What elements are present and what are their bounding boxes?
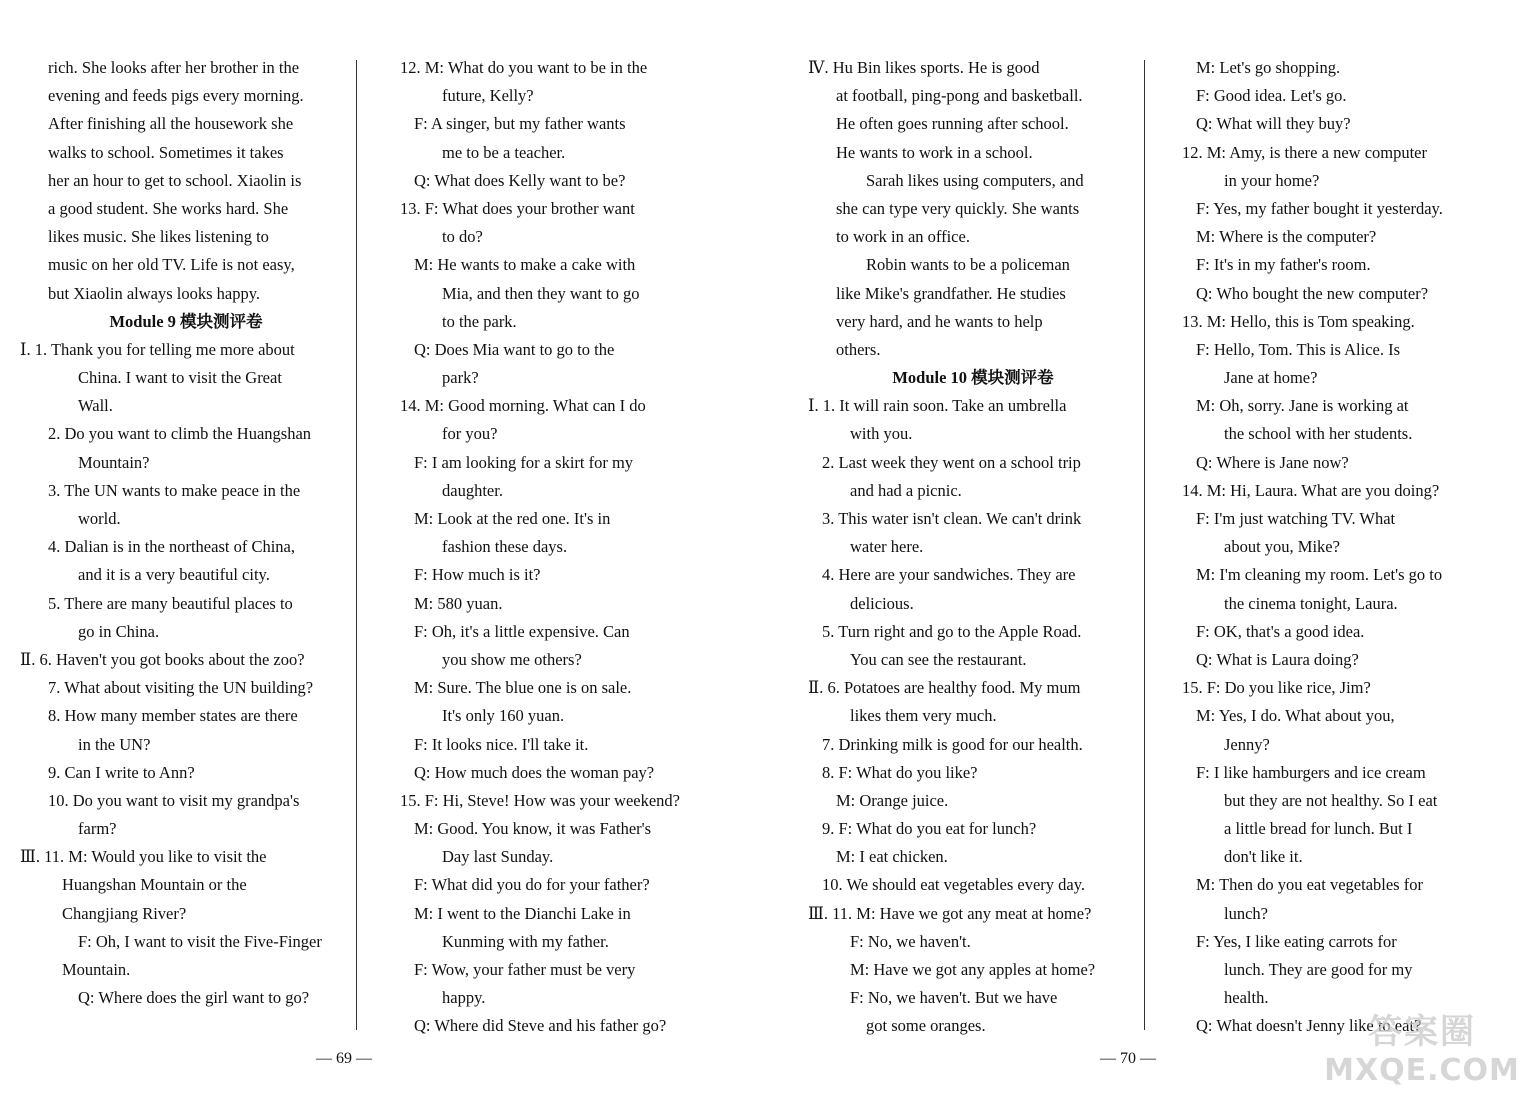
- text-line: 4. Here are your sandwiches. They are: [822, 565, 1076, 585]
- text-line: in your home?: [1224, 170, 1320, 190]
- text-line: You can see the restaurant.: [850, 649, 1027, 669]
- text-line: lunch. They are good for my: [1224, 960, 1413, 979]
- text-line: F: What did you do for your father?: [414, 875, 650, 895]
- text-line: F: A singer, but my father wants: [414, 114, 626, 134]
- text-line: F: Good idea. Let's go.: [1196, 86, 1347, 106]
- text-line: 2. Do you want to climb the Huangshan: [48, 424, 312, 444]
- text-line: 8. F: What do you like?: [822, 762, 978, 782]
- text-line: 4. Dalian is in the northeast of China,: [48, 537, 295, 557]
- text-line: happy.: [442, 988, 486, 1008]
- text-line: 15. F: Hi, Steve! How was your weekend?: [400, 790, 680, 810]
- text-line: Jane at home?: [1224, 368, 1318, 388]
- text-line: Q: Does Mia want to go to the: [414, 339, 615, 359]
- text-line: the cinema tonight, Laura.: [1224, 593, 1398, 613]
- text-line: very hard, and he wants to help: [836, 311, 1043, 331]
- text-line: 10. We should eat vegetables every day.: [822, 875, 1086, 895]
- column-divider: [356, 60, 357, 1030]
- text-line: world.: [78, 509, 121, 528]
- text-line: 12. M: Amy, is there a new computer: [1182, 142, 1428, 162]
- page69-column-left: [20, 54, 352, 1012]
- text-line: but Xiaolin always looks happy.: [48, 283, 261, 303]
- section-heading: Module 10 模块测评卷: [892, 368, 1054, 388]
- text-line: M: I went to the Dianchi Lake in: [414, 903, 631, 923]
- text-line: and had a picnic.: [850, 480, 962, 500]
- text-line: fashion these days.: [442, 537, 568, 557]
- text-line: and it is a very beautiful city.: [78, 565, 270, 585]
- text-line: 14. M: Hi, Laura. What are you doing?: [1182, 480, 1440, 500]
- text-line: He wants to work in a school.: [836, 142, 1033, 162]
- text-line: health.: [1224, 988, 1269, 1008]
- page-number-69: — 69 —: [316, 1050, 372, 1067]
- text-line: rich. She looks after her brother in the: [48, 58, 300, 77]
- text-line: F: No, we haven't.: [850, 931, 971, 951]
- text-line: F: It looks nice. I'll take it.: [414, 734, 589, 754]
- page70-column-left: [808, 54, 1138, 1041]
- text-line: Wall.: [78, 396, 113, 416]
- text-line: M: I'm cleaning my room. Let's go to: [1196, 565, 1443, 585]
- text-line: M: Let's go shopping.: [1196, 58, 1341, 77]
- text-line: Ⅳ. Hu Bin likes sports. He is good: [808, 58, 1040, 77]
- text-line: 3. This water isn't clean. We can't drink: [822, 509, 1082, 528]
- text-line: After finishing all the housework she: [48, 114, 294, 134]
- watermark-logo: [1322, 1004, 1522, 1104]
- text-line: China. I want to visit the Great: [78, 368, 282, 388]
- text-line: M: Oh, sorry. Jane is working at: [1196, 396, 1409, 416]
- text-line: evening and feeds pigs every morning.: [48, 86, 304, 106]
- text-line: Ⅲ. 11. M: Have we got any meat at home?: [808, 903, 1092, 923]
- text-line: daughter.: [442, 480, 503, 500]
- text-line: M: Good. You know, it was Father's: [414, 819, 652, 839]
- text-line: the school with her students.: [1224, 424, 1413, 444]
- page70-column-right: [1182, 54, 1492, 1041]
- text-line: F: It's in my father's room.: [1196, 255, 1371, 275]
- text-line: at football, ping-pong and basketball.: [836, 86, 1083, 106]
- text-line: F: I am looking for a skirt for my: [414, 452, 634, 472]
- text-line: 7. What about visiting the UN building?: [48, 678, 314, 698]
- text-line: Q: How much does the woman pay?: [414, 762, 655, 782]
- text-line: M: Sure. The blue one is on sale.: [414, 678, 632, 698]
- text-line: farm?: [78, 819, 117, 839]
- text-line: M: Look at the red one. It's in: [414, 509, 611, 528]
- text-line: M: Where is the computer?: [1196, 227, 1377, 247]
- text-line: M: Yes, I do. What about you,: [1196, 706, 1395, 726]
- text-line: 5. Turn right and go to the Apple Road.: [822, 621, 1082, 641]
- text-line: 9. F: What do you eat for lunch?: [822, 819, 1037, 839]
- text-line: Q: Who bought the new computer?: [1196, 283, 1429, 303]
- text-line: 14. M: Good morning. What can I do: [400, 396, 646, 416]
- text-line: likes music. She likes listening to: [48, 227, 269, 247]
- text-line: Day last Sunday.: [442, 847, 554, 867]
- column-divider: [1144, 60, 1145, 1030]
- text-line: in the UN?: [78, 734, 151, 754]
- section-heading: Module 9 模块测评卷: [109, 311, 263, 331]
- page-number-70: — 70 —: [1100, 1050, 1156, 1067]
- text-line: water here.: [850, 537, 924, 557]
- text-line: He often goes running after school.: [836, 114, 1069, 134]
- text-line: 12. M: What do you want to be in the: [400, 58, 648, 77]
- text-line: future, Kelly?: [442, 86, 534, 106]
- text-line: but they are not healthy. So I eat: [1224, 790, 1438, 810]
- text-line: Q: What doesn't Jenny like to eat?: [1196, 1016, 1422, 1036]
- text-line: 2. Last week they went on a school trip: [822, 452, 1081, 472]
- text-line: F: Hello, Tom. This is Alice. Is: [1196, 339, 1401, 359]
- watermark-site: MXQE.COM: [1324, 1053, 1520, 1088]
- text-line: F: Oh, it's a little expensive. Can: [414, 621, 630, 641]
- text-line: to work in an office.: [836, 227, 970, 247]
- text-line: F: I like hamburgers and ice cream: [1196, 762, 1426, 782]
- text-line: 9. Can I write to Ann?: [48, 762, 195, 782]
- text-line: to the park.: [442, 311, 517, 331]
- text-line: Kunming with my father.: [442, 931, 609, 951]
- text-line: 3. The UN wants to make peace in the: [48, 480, 301, 500]
- text-line: Q: What does Kelly want to be?: [414, 170, 626, 190]
- text-line: delicious.: [850, 593, 914, 613]
- text-line: about you, Mike?: [1224, 537, 1340, 557]
- text-line: others.: [836, 339, 881, 359]
- text-line: 15. F: Do you like rice, Jim?: [1182, 678, 1371, 698]
- text-line: like Mike's grandfather. He studies: [836, 283, 1066, 303]
- text-line: walks to school. Sometimes it takes: [48, 142, 284, 162]
- text-line: 10. Do you want to visit my grandpa's: [48, 790, 300, 810]
- text-line: with you.: [850, 424, 913, 444]
- text-line: 13. M: Hello, this is Tom speaking.: [1182, 311, 1415, 331]
- text-line: F: Yes, my father bought it yesterday.: [1196, 198, 1443, 218]
- text-line: Ⅰ. 1. Thank you for telling me more about: [20, 339, 295, 359]
- text-line: go in China.: [78, 621, 160, 641]
- text-line: Sarah likes using computers, and: [866, 170, 1084, 190]
- text-line: F: I'm just watching TV. What: [1196, 509, 1396, 528]
- text-line: to do?: [442, 227, 483, 247]
- text-line: Robin wants to be a policeman: [866, 255, 1070, 275]
- text-line: a little bread for lunch. But I: [1224, 819, 1413, 839]
- text-line: Jenny?: [1224, 734, 1270, 754]
- text-line: M: He wants to make a cake with: [414, 255, 636, 275]
- text-line: music on her old TV. Life is not easy,: [48, 255, 295, 275]
- text-line: a good student. She works hard. She: [48, 198, 289, 218]
- text-line: Huangshan Mountain or the: [62, 875, 247, 895]
- text-line: M: Have we got any apples at home?: [850, 960, 1096, 979]
- text-line: her an hour to get to school. Xiaolin is: [48, 170, 302, 190]
- text-line: Ⅱ. 6. Haven't you got books about the zoo?: [20, 649, 305, 669]
- text-line: F: Oh, I want to visit the Five-Finger: [78, 931, 322, 951]
- text-line: F: OK, that's a good idea.: [1196, 621, 1365, 641]
- text-line: park?: [442, 368, 479, 388]
- text-line: Ⅲ. 11. M: Would you like to visit the: [20, 847, 267, 867]
- text-line: 7. Drinking milk is good for our health.: [822, 734, 1083, 754]
- text-line: Q: What will they buy?: [1196, 114, 1351, 134]
- text-line: Mia, and then they want to go: [442, 283, 640, 303]
- text-line: M: Then do you eat vegetables for: [1196, 875, 1423, 895]
- text-line: don't like it.: [1224, 847, 1303, 867]
- text-line: 8. How many member states are there: [48, 706, 298, 726]
- text-line: 13. F: What does your brother want: [400, 198, 635, 218]
- watermark-seal: 答案圈: [1368, 1012, 1476, 1052]
- text-line: Q: Where did Steve and his father go?: [414, 1016, 667, 1036]
- text-line: It's only 160 yuan.: [442, 706, 565, 726]
- text-line: got some oranges.: [866, 1016, 986, 1036]
- text-line: for you?: [442, 424, 498, 444]
- text-line: Ⅰ. 1. It will rain soon. Take an umbrella: [808, 396, 1067, 416]
- text-line: Changjiang River?: [62, 903, 187, 923]
- text-line: F: How much is it?: [414, 565, 541, 585]
- text-line: F: No, we haven't. But we have: [850, 988, 1058, 1008]
- text-line: Ⅱ. 6. Potatoes are healthy food. My mum: [808, 678, 1081, 698]
- text-line: me to be a teacher.: [442, 142, 566, 162]
- text-line: she can type very quickly. She wants: [836, 198, 1080, 218]
- text-line: M: 580 yuan.: [414, 593, 503, 613]
- text-line: M: Orange juice.: [836, 790, 949, 810]
- text-line: Mountain.: [62, 960, 131, 979]
- text-line: 5. There are many beautiful places to: [48, 593, 293, 613]
- text-line: F: Wow, your father must be very: [414, 960, 636, 979]
- text-line: Q: Where is Jane now?: [1196, 452, 1349, 472]
- text-line: Q: What is Laura doing?: [1196, 649, 1359, 669]
- text-line: F: Yes, I like eating carrots for: [1196, 931, 1397, 951]
- text-line: you show me others?: [442, 649, 582, 669]
- text-line: likes them very much.: [850, 706, 997, 726]
- text-line: Q: Where does the girl want to go?: [78, 988, 310, 1008]
- text-line: Mountain?: [78, 452, 150, 472]
- text-line: lunch?: [1224, 903, 1268, 923]
- page69-column-right: [400, 54, 702, 1041]
- text-line: M: I eat chicken.: [836, 847, 948, 867]
